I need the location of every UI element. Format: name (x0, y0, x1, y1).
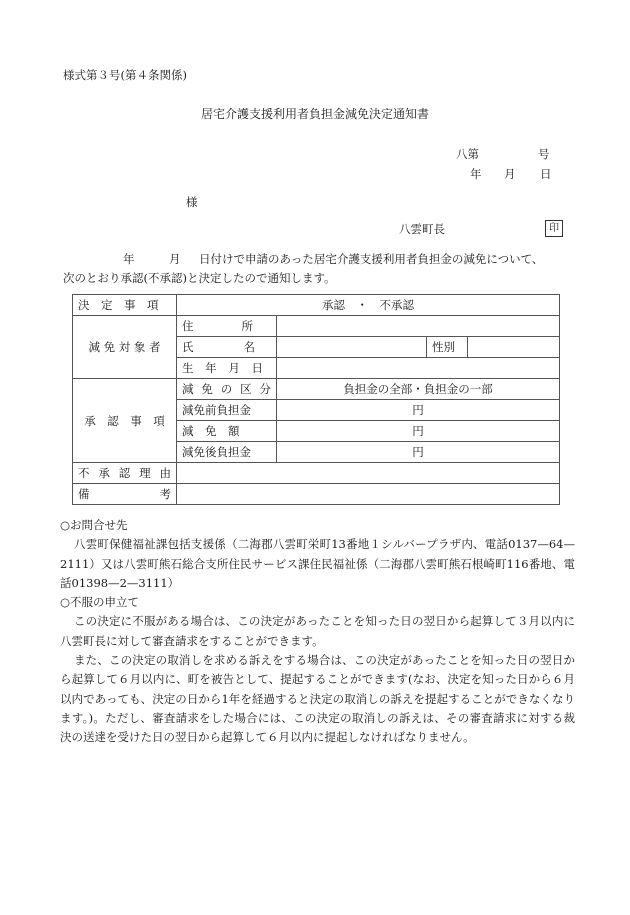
remarks-label: 備 考 (78, 487, 171, 501)
notice-date-year: 年 (470, 167, 482, 181)
decision-label: 決 定 事 項 (73, 295, 177, 316)
notice-date-month: 月 (504, 167, 516, 181)
address-value[interactable] (277, 316, 560, 337)
before-label: 減免前負担金 (177, 400, 277, 421)
gender-value[interactable] (468, 337, 560, 358)
amount-label: 減 免 額 (177, 421, 277, 442)
issuer: 八雲町長 (399, 222, 445, 236)
intro-paragraph (63, 250, 573, 288)
intro-line2: 次のとおり承認(不承認)と決定したので通知します。 (63, 271, 336, 285)
remarks-label-cell (73, 484, 177, 505)
category-label: 減 免 の 区 分 (182, 382, 271, 396)
gender-label: 性別 (427, 337, 468, 358)
rejection-label-cell (73, 463, 177, 484)
appeal-body-2: また、この決定の取消しを求める訴えをする場合は、この決定があったことを知った日の翌日から起算して６月以内に、町を被告として、提起することができます(なお、決定を知った日から６月以内であっても、決定の日から1年を経過すると決定の取消しの訴えを提起することができなくなります。)。ただし、審査請求をした場合には、この決定の取消しの訴えは、その審査請求に対する裁決の送達を受けた日の翌日から起算して６月以内に提起しなければなりません。 (60, 653, 575, 745)
approval-label: 承 認 事 項 (73, 379, 177, 463)
notes-section (60, 516, 575, 748)
name-value[interactable] (277, 337, 427, 358)
name-label: 氏 名 (182, 340, 255, 354)
category-value: 負担金の全部・負担金の一部 (277, 379, 560, 400)
birthdate-label-cell (177, 358, 277, 379)
intro-month: 月 (169, 252, 181, 266)
seal-box: 印 (545, 220, 563, 237)
notice-number-prefix: 八第 (456, 147, 479, 161)
birthdate-value[interactable] (277, 358, 560, 379)
intro-line1: 日付けで申請のあった居宅介護支援利用者負担金の減免について、 (199, 252, 544, 266)
contact-heading: ○お問合せ先 (60, 518, 128, 532)
amount-value: 円 (277, 421, 560, 442)
after-value: 円 (277, 442, 560, 463)
appeal-body-1: この決定に不服がある場合は、この決定があったことを知った日の翌日から起算して３月以内に八雲町長に対して審査請求をすることができます。 (60, 614, 575, 648)
notice-number (456, 146, 550, 162)
notice-number-suffix: 号 (538, 147, 550, 161)
rejection-label: 不 承 認 理 由 (78, 466, 171, 480)
remarks-value[interactable] (177, 484, 560, 505)
document-title: 居宅介護支援利用者負担金減免決定通知書 (200, 107, 429, 121)
intro-year: 年 (123, 252, 135, 266)
notice-date-day: 日 (540, 167, 552, 181)
category-label-cell (177, 379, 277, 400)
address-label-cell (177, 316, 277, 337)
appeal-heading: ○不服の申立て (60, 595, 140, 610)
before-value: 円 (277, 400, 560, 421)
after-label: 減免後負担金 (177, 442, 277, 463)
form-number: 様式第３号(第４条関係) (63, 68, 187, 82)
address-label: 住 所 (182, 319, 253, 333)
decision-table (72, 294, 560, 505)
decision-value: 承認 ・ 不承認 (177, 295, 560, 316)
name-label-cell (177, 337, 277, 358)
rejection-value[interactable] (177, 463, 560, 484)
subject-label: 減 免 対 象 者 (73, 316, 177, 379)
notice-date (470, 166, 552, 182)
birthdate-label: 生 年 月 日 (182, 361, 263, 375)
contact-body: 八雲町保健福祉課包括支援係（二海郡八雲町栄町13番地１シルバープラザ内、電話0137—64—2111）又は八雲町熊石総合支所住民サービス課住民福祉係（二海郡八雲町熊石根崎町116番地、電話01398—2—3111） (60, 537, 575, 590)
addressee-suffix: 様 (186, 195, 198, 209)
